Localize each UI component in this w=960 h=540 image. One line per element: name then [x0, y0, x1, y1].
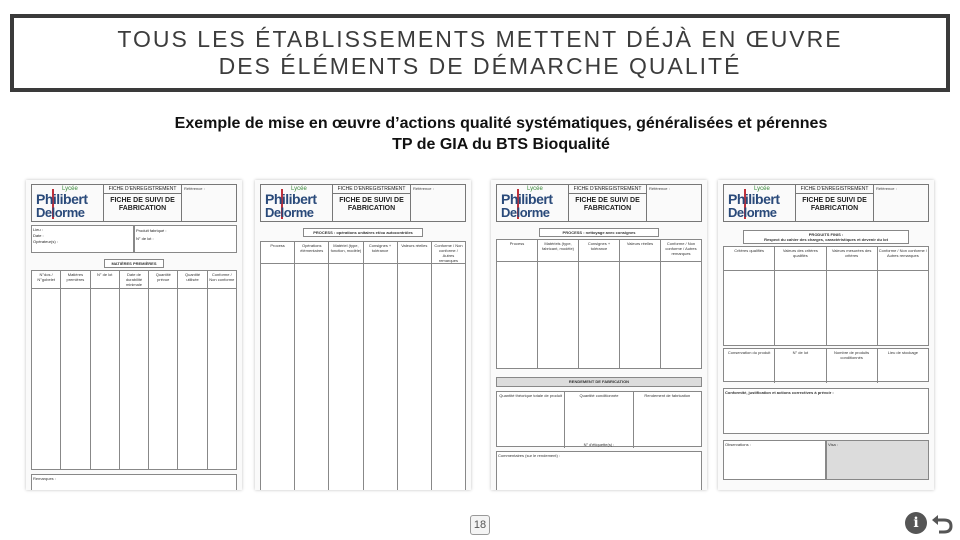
info-icon[interactable]: i: [905, 512, 927, 534]
school-logo: Lycée Philibert Delorme: [261, 185, 333, 221]
process-table: Process Opérations élémentaires Matériel (type, fonction, modèle) Consignes + tolérance Valeurs réelles Conforme / Non conforme / Autres remarques: [260, 241, 466, 490]
subtitle-line-1: Exemple de mise en œuvre d’actions qualité systématiques, généralisées et pérennes: [174, 115, 828, 132]
document-thumbnail-3: Lycée Philibert Delorme FICHE D’ENREGISTREMENT FICHE DE SUIVI DE FABRICATION Référence : PROCESS : nettoyage avec consignes Process Matériels (type, fabricant, modèle) Consignes + tolérance Valeurs réelles Conforme / Non conforme / Autres remarques RENDEMENT DE FABRICATION Quantité théorique totale de produit Quantité conditionnée N° d'étiquette(s) : Rendement de fabrication Commentaires (sur le rendement) :: [491, 180, 707, 490]
produits-finis-table: Critères qualifiés Valeurs des critères qualifiés Valeurs mesurées des critères Conforme / Non conforme / Autres remarques: [723, 246, 929, 346]
doc-header: Lycée Philibert Delorme FICHE D’ENREGISTREMENT FICHE DE SUIVI DE FABRICATION Référence :: [31, 184, 237, 222]
school-logo: Lycée Philibert Delorme: [497, 185, 569, 221]
return-icon[interactable]: [930, 510, 956, 536]
school-logo: Lycée Philibert Delorme: [32, 185, 104, 221]
page-number: 18: [470, 515, 490, 535]
slide-title-box: [10, 14, 950, 92]
nettoyage-table: Process Matériels (type, fabricant, modèle) Consignes + tolérance Valeurs réelles Conforme / Non conforme / Autres remarques: [496, 239, 702, 369]
document-thumbnail-4: Lycée Philibert Delorme FICHE D’ENREGISTREMENT FICHE DE SUIVI DE FABRICATION Référence : PRODUITS FINIS : Respect du cahier des charges, caractéristiques et devenir du lot Critères qualifiés Valeurs des critères qualifiés Valeurs mesurées des critères Conforme / Non conforme / Autres remarques Conservation du produit N° de lot Nombre de produits conditionnés Lieu de stockage Conformité, justification et actions correctives à prévoir : Observations : Visa :: [718, 180, 934, 490]
subtitle-line-2: TP de GIA du BTS Bioqualité: [392, 136, 610, 153]
slide-subtitle: [0, 113, 960, 155]
document-thumbnail-2: Lycée Philibert Delorme FICHE D’ENREGISTREMENT FICHE DE SUIVI DE FABRICATION Référence : PROCESS : opérations unitaires et/ou autocontrôles Process Opérations élémentaires Matériel (type, fonction, modèle) Consignes + tolérance Valeurs réelles Conforme / Non conforme / Autres remarques: [255, 180, 471, 490]
matieres-table: N°dos / N°gobelet Matières premières N° de lot Date de durabilité minimale Quantité prévue Quantité utilisée Conforme / Non conforme: [31, 270, 237, 470]
school-logo: Lycée Philibert Delorme: [724, 185, 796, 221]
rendement-table: Quantité théorique totale de produit Quantité conditionnée N° d'étiquette(s) : Rendement de fabrication: [496, 391, 702, 447]
document-thumbnail-1: Lycée Philibert Delorme FICHE D’ENREGISTREMENT FICHE DE SUIVI DE FABRICATION Référence : Lieu : Date : Opérateur(s) : Produit fabriqué : N° de lot : MATIÈRES PREMIÈRES N°dos / N°gobelet Matières premières N° de lot Date de durabilité minimale Quantité prévue Quantité utilisée Conforme / Non conforme Remarques :: [26, 180, 242, 490]
slide-title-line-1: TOUS LES ÉTABLISSEMENTS METTENT DÉJÀ EN ŒUVRE: [117, 26, 843, 52]
slide-title-line-2: DES ÉLÉMENTS DE DÉMARCHE QUALITÉ: [218, 53, 742, 79]
